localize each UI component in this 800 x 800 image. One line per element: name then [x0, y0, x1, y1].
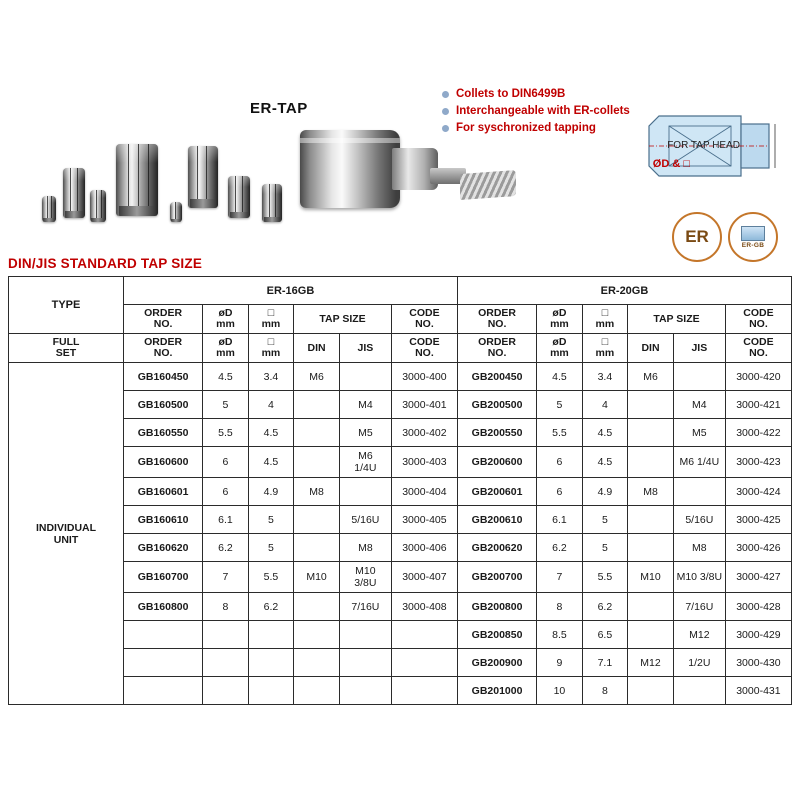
th-square-right: □ mm [582, 305, 627, 334]
cell-din-er16gb [294, 419, 340, 447]
feature-text: For syschronized tapping [456, 122, 596, 134]
cell-jis-er20gb: 7/16U [673, 593, 725, 621]
feature-item [442, 122, 630, 134]
cell-square-er16gb: 4.5 [248, 447, 293, 478]
cell-od-er16gb: 6 [203, 447, 248, 478]
cell-jis-er20gb: M8 [673, 534, 725, 562]
collet-illustration [63, 168, 85, 218]
cell-jis-er16gb: 7/16U [339, 593, 391, 621]
table-group-header-row [9, 277, 792, 305]
cell-jis-er20gb: 1/2U [673, 649, 725, 677]
cell-order-no-er20gb: GB200610 [457, 506, 536, 534]
cell-order-no-er16gb: GB160700 [123, 562, 202, 593]
cell-jis-er16gb [339, 621, 391, 649]
cell-od-er20gb: 7 [537, 562, 582, 593]
cell-od-er20gb: 6.2 [537, 534, 582, 562]
cell-order-no-er20gb: GB200601 [457, 478, 536, 506]
cell-square-er20gb: 5 [582, 506, 627, 534]
cell-din-er16gb [294, 593, 340, 621]
cell-od-er20gb: 6 [537, 478, 582, 506]
cell-jis-er16gb: M4 [339, 391, 391, 419]
feature-list [402, 88, 630, 139]
cell-order-no-er20gb: GB200850 [457, 621, 536, 649]
cell-jis-er20gb [673, 478, 725, 506]
cell-square-er16gb [248, 649, 293, 677]
cell-din-er20gb [628, 677, 674, 705]
cell-jis-er20gb [673, 363, 725, 391]
th-group-er16gb: ER-16GB [123, 277, 457, 305]
cell-order-no-er16gb: GB160450 [123, 363, 202, 391]
cell-din-er16gb: M10 [294, 562, 340, 593]
cell-od-er20gb: 5.5 [537, 419, 582, 447]
cell-din-er20gb [628, 419, 674, 447]
er-badge-label: ER [685, 227, 709, 246]
cell-jis-er16gb [339, 478, 391, 506]
table-row [9, 447, 792, 478]
table-row [9, 534, 792, 562]
cell-code-no-er20gb: 3000-427 [725, 562, 791, 593]
cell-od-er16gb: 5 [203, 391, 248, 419]
collet-illustration [116, 144, 158, 216]
cell-square-er20gb: 4 [582, 391, 627, 419]
cell-din-er16gb [294, 447, 340, 478]
th-od-right: øD mm [537, 305, 582, 334]
cell-order-no-er20gb: GB200700 [457, 562, 536, 593]
th-square-left: □ mm [248, 305, 293, 334]
cell-code-no-er16gb [391, 621, 457, 649]
cell-din-er20gb: M6 [628, 363, 674, 391]
er-gb-badge [728, 212, 778, 262]
table-body [9, 363, 792, 705]
cell-square-er20gb: 8 [582, 677, 627, 705]
cell-code-no-er20gb: 3000-420 [725, 363, 791, 391]
cell-order-no-er16gb: GB160610 [123, 506, 202, 534]
cell-jis-er16gb [339, 363, 391, 391]
th-tap-size-right: TAP SIZE [628, 305, 726, 334]
cell-code-no-er20gb: 3000-425 [725, 506, 791, 534]
cell-order-no-er20gb: GB200450 [457, 363, 536, 391]
th-code-no-left: CODE NO. [391, 305, 457, 334]
row-label-individual-unit: INDIVIDUAL UNIT [9, 363, 124, 705]
cell-jis-er16gb [339, 649, 391, 677]
cell-order-no-er20gb: GB201000 [457, 677, 536, 705]
table-row [9, 562, 792, 593]
collet-illustration [188, 146, 218, 208]
collet-illustration [262, 184, 282, 222]
cell-din-er16gb: M8 [294, 478, 340, 506]
cell-jis-er16gb: M6 1/4U [339, 447, 391, 478]
cell-square-er16gb: 6.2 [248, 593, 293, 621]
cell-jis-er20gb: M12 [673, 621, 725, 649]
th-code-no-right-2: CODE NO. [725, 334, 791, 363]
cell-code-no-er16gb: 3000-403 [391, 447, 457, 478]
th-din-left: DIN [294, 334, 340, 363]
cell-od-er16gb [203, 649, 248, 677]
cell-od-er20gb: 6 [537, 447, 582, 478]
feature-text: Collets to DIN6499B [456, 88, 566, 100]
cell-code-no-er20gb: 3000-426 [725, 534, 791, 562]
tap-holder-body [300, 130, 400, 208]
cell-order-no-er20gb: GB200800 [457, 593, 536, 621]
cell-od-er16gb: 7 [203, 562, 248, 593]
cell-order-no-er20gb: GB200550 [457, 419, 536, 447]
tap-size-table [8, 276, 792, 705]
cell-din-er20gb [628, 621, 674, 649]
cell-square-er20gb: 4.9 [582, 478, 627, 506]
cell-jis-er20gb: M10 3/8U [673, 562, 725, 593]
cell-jis-er16gb: 5/16U [339, 506, 391, 534]
cell-din-er16gb [294, 534, 340, 562]
section-title: DIN/JIS STANDARD TAP SIZE [8, 256, 203, 271]
th-tap-size-left: TAP SIZE [294, 305, 392, 334]
feature-text: Interchangeable with ER-collets [456, 105, 630, 117]
cell-order-no-er20gb: GB200500 [457, 391, 536, 419]
cell-code-no-er20gb: 3000-424 [725, 478, 791, 506]
cell-order-no-er20gb: GB200900 [457, 649, 536, 677]
cell-square-er20gb: 4.5 [582, 447, 627, 478]
table-third-header-row [9, 334, 792, 363]
cell-jis-er20gb: 5/16U [673, 506, 725, 534]
cell-order-no-er16gb: GB160620 [123, 534, 202, 562]
table-row [9, 621, 792, 649]
cell-order-no-er16gb: GB160800 [123, 593, 202, 621]
cell-code-no-er20gb: 3000-423 [725, 447, 791, 478]
cell-jis-er16gb [339, 677, 391, 705]
cell-square-er20gb: 4.5 [582, 419, 627, 447]
cell-order-no-er20gb: GB200600 [457, 447, 536, 478]
cell-code-no-er16gb: 3000-402 [391, 419, 457, 447]
cell-order-no-er16gb [123, 677, 202, 705]
cell-square-er16gb: 5 [248, 506, 293, 534]
cell-code-no-er16gb: 3000-408 [391, 593, 457, 621]
collet-illustration [228, 176, 250, 218]
drawing-note: FOR TAP HEAD [667, 140, 740, 151]
cell-jis-er16gb: M10 3/8U [339, 562, 391, 593]
tap-thread [460, 170, 516, 200]
cell-code-no-er16gb: 3000-404 [391, 478, 457, 506]
cell-od-er20gb: 4.5 [537, 363, 582, 391]
cell-square-er16gb [248, 621, 293, 649]
collet-illustration [90, 190, 106, 222]
feature-item [442, 88, 630, 100]
cell-din-er20gb: M12 [628, 649, 674, 677]
cell-din-er20gb [628, 534, 674, 562]
cell-square-er20gb: 5 [582, 534, 627, 562]
cell-square-er20gb: 7.1 [582, 649, 627, 677]
collet-illustration [42, 196, 56, 222]
feature-item [442, 105, 630, 117]
th-order-no-right: ORDER NO. [457, 305, 536, 334]
cell-order-no-er16gb: GB160500 [123, 391, 202, 419]
cell-square-er16gb: 4 [248, 391, 293, 419]
cell-din-er20gb [628, 506, 674, 534]
cell-square-er20gb: 5.5 [582, 562, 627, 593]
cell-square-er16gb: 4.9 [248, 478, 293, 506]
th-od-right-2: øD mm [537, 334, 582, 363]
cell-code-no-er16gb: 3000-407 [391, 562, 457, 593]
th-od-left: øD mm [203, 305, 248, 334]
table-sub-header-row [9, 305, 792, 334]
table-row [9, 391, 792, 419]
cell-jis-er16gb: M5 [339, 419, 391, 447]
cell-code-no-er20gb: 3000-429 [725, 621, 791, 649]
th-code-no-left-2: CODE NO. [391, 334, 457, 363]
th-jis-left: JIS [339, 334, 391, 363]
product-title: ER-TAP [250, 100, 308, 117]
cell-din-er20gb [628, 447, 674, 478]
cell-code-no-er20gb: 3000-431 [725, 677, 791, 705]
cell-od-er20gb: 9 [537, 649, 582, 677]
table-row [9, 677, 792, 705]
cell-od-er20gb: 6.1 [537, 506, 582, 534]
th-jis-right: JIS [673, 334, 725, 363]
cell-din-er16gb [294, 649, 340, 677]
collet-illustration [170, 202, 182, 222]
cell-jis-er20gb [673, 677, 725, 705]
cell-din-er16gb [294, 677, 340, 705]
cell-square-er16gb: 5 [248, 534, 293, 562]
cell-square-er20gb: 6.5 [582, 621, 627, 649]
cell-od-er16gb: 5.5 [203, 419, 248, 447]
cell-code-no-er16gb [391, 677, 457, 705]
cell-square-er16gb: 4.5 [248, 419, 293, 447]
cell-square-er16gb: 3.4 [248, 363, 293, 391]
cell-order-no-er16gb [123, 621, 202, 649]
cell-din-er16gb [294, 391, 340, 419]
product-illustration [0, 0, 800, 252]
cell-jis-er20gb: M6 1/4U [673, 447, 725, 478]
cell-jis-er20gb: M4 [673, 391, 725, 419]
er-badge [672, 212, 722, 262]
cell-od-er16gb [203, 621, 248, 649]
cell-order-no-er20gb: GB200620 [457, 534, 536, 562]
cell-od-er20gb: 5 [537, 391, 582, 419]
cell-code-no-er20gb: 3000-428 [725, 593, 791, 621]
cell-din-er16gb: M6 [294, 363, 340, 391]
cell-od-er20gb: 8 [537, 593, 582, 621]
drawing-dimensions: ØD & □ [652, 158, 690, 170]
cell-jis-er16gb: M8 [339, 534, 391, 562]
th-din-right: DIN [628, 334, 674, 363]
cell-order-no-er16gb: GB160550 [123, 419, 202, 447]
cell-od-er20gb: 8.5 [537, 621, 582, 649]
table-row [9, 593, 792, 621]
th-square-right-2: □ mm [582, 334, 627, 363]
table-row [9, 649, 792, 677]
th-order-no-right-2: ORDER NO. [457, 334, 536, 363]
cell-order-no-er16gb: GB160601 [123, 478, 202, 506]
cell-din-er20gb [628, 593, 674, 621]
cell-od-er16gb: 6.1 [203, 506, 248, 534]
cell-order-no-er16gb [123, 649, 202, 677]
cell-code-no-er16gb [391, 649, 457, 677]
table-row [9, 419, 792, 447]
er-gb-icon [741, 226, 765, 241]
th-square-left-2: □ mm [248, 334, 293, 363]
cell-od-er20gb: 10 [537, 677, 582, 705]
table-head [9, 277, 792, 363]
cell-code-no-er20gb: 3000-430 [725, 649, 791, 677]
bullet-dot-icon [442, 108, 449, 115]
cell-din-er16gb [294, 506, 340, 534]
cell-code-no-er16gb: 3000-401 [391, 391, 457, 419]
cell-din-er16gb [294, 621, 340, 649]
cell-din-er20gb: M10 [628, 562, 674, 593]
cell-code-no-er16gb: 3000-400 [391, 363, 457, 391]
table-row [9, 506, 792, 534]
th-order-no-left-2: ORDER NO. [123, 334, 202, 363]
cell-code-no-er20gb: 3000-421 [725, 391, 791, 419]
th-group-er20gb: ER-20GB [457, 277, 791, 305]
cell-jis-er20gb: M5 [673, 419, 725, 447]
cell-od-er16gb: 8 [203, 593, 248, 621]
cell-order-no-er16gb: GB160600 [123, 447, 202, 478]
cell-din-er20gb: M8 [628, 478, 674, 506]
th-od-left-2: øD mm [203, 334, 248, 363]
cell-square-er20gb: 3.4 [582, 363, 627, 391]
th-full-set: FULL SET [9, 334, 124, 363]
cell-od-er16gb: 4.5 [203, 363, 248, 391]
cell-code-no-er16gb: 3000-405 [391, 506, 457, 534]
cell-od-er16gb: 6.2 [203, 534, 248, 562]
cell-din-er20gb [628, 391, 674, 419]
cell-square-er16gb: 5.5 [248, 562, 293, 593]
cell-square-er16gb [248, 677, 293, 705]
th-code-no-right: CODE NO. [725, 305, 791, 334]
table-row [9, 478, 792, 506]
er-gb-badge-label: ER-GB [741, 241, 765, 249]
cell-od-er16gb [203, 677, 248, 705]
bullet-dot-icon [442, 91, 449, 98]
th-type: TYPE [9, 277, 124, 334]
bullet-dot-icon [442, 125, 449, 132]
table-row [9, 363, 792, 391]
cell-od-er16gb: 6 [203, 478, 248, 506]
cell-square-er20gb: 6.2 [582, 593, 627, 621]
cell-code-no-er20gb: 3000-422 [725, 419, 791, 447]
th-order-no-left: ORDER NO. [123, 305, 202, 334]
cell-code-no-er16gb: 3000-406 [391, 534, 457, 562]
